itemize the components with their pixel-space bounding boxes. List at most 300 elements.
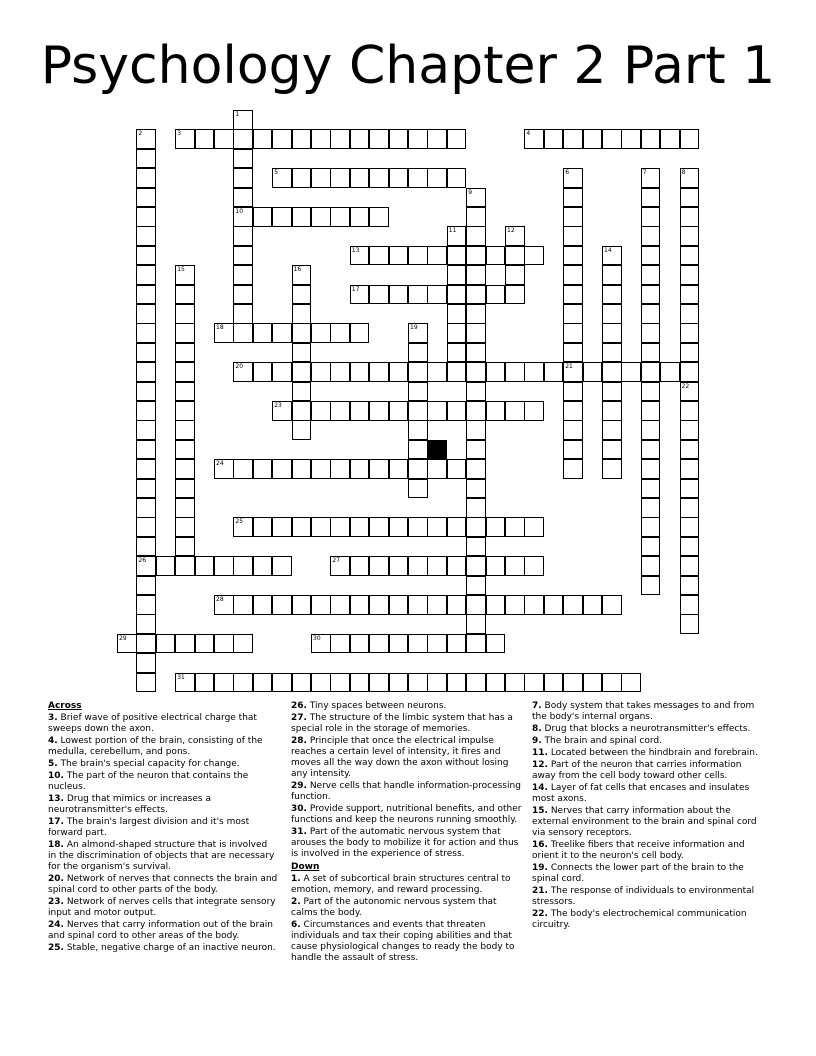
grid-cell[interactable] (389, 401, 409, 421)
grid-cell[interactable] (680, 595, 700, 615)
grid-cell[interactable] (466, 517, 486, 537)
grid-cell[interactable] (408, 634, 428, 654)
grid-cell[interactable] (447, 673, 467, 693)
grid-cell[interactable] (369, 168, 389, 188)
grid-cell[interactable] (214, 595, 234, 615)
grid-cell[interactable] (641, 285, 661, 305)
grid-cell[interactable] (641, 188, 661, 208)
grid-cell[interactable] (369, 556, 389, 576)
grid-cell[interactable] (641, 343, 661, 363)
grid-cell[interactable] (563, 382, 583, 402)
grid-cell[interactable] (621, 129, 641, 149)
grid-cell[interactable] (233, 595, 253, 615)
grid-cell[interactable] (680, 343, 700, 363)
grid-cell[interactable] (602, 285, 622, 305)
grid-cell[interactable] (466, 343, 486, 363)
grid-cell[interactable] (350, 634, 370, 654)
grid-cell[interactable] (408, 129, 428, 149)
grid-cell[interactable] (292, 343, 312, 363)
grid-cell[interactable] (311, 595, 331, 615)
grid-cell[interactable] (563, 459, 583, 479)
grid-cell[interactable] (466, 265, 486, 285)
grid-cell[interactable] (583, 129, 603, 149)
grid-cell[interactable] (389, 246, 409, 266)
grid-cell[interactable] (447, 323, 467, 343)
grid-cell[interactable] (311, 459, 331, 479)
grid-cell[interactable] (466, 246, 486, 266)
grid-cell[interactable] (466, 537, 486, 557)
grid-cell[interactable] (292, 362, 312, 382)
grid-cell[interactable] (233, 168, 253, 188)
grid-cell[interactable] (680, 168, 700, 188)
grid-cell[interactable] (330, 673, 350, 693)
grid-cell[interactable] (602, 323, 622, 343)
grid-cell[interactable] (136, 382, 156, 402)
grid-cell[interactable] (272, 207, 292, 227)
grid-cell[interactable] (233, 556, 253, 576)
grid-cell[interactable] (292, 207, 312, 227)
grid-cell[interactable] (195, 634, 215, 654)
grid-cell[interactable] (563, 420, 583, 440)
grid-cell[interactable] (175, 459, 195, 479)
grid-cell[interactable] (253, 129, 273, 149)
grid-cell[interactable] (350, 246, 370, 266)
grid-cell[interactable] (505, 517, 525, 537)
grid-cell[interactable] (466, 226, 486, 246)
grid-cell[interactable] (563, 343, 583, 363)
grid-cell[interactable] (330, 459, 350, 479)
grid-cell[interactable] (136, 149, 156, 169)
grid-cell[interactable] (427, 129, 447, 149)
grid-cell[interactable] (330, 517, 350, 537)
grid-cell[interactable] (330, 401, 350, 421)
grid-cell[interactable] (350, 323, 370, 343)
grid-cell[interactable] (680, 537, 700, 557)
grid-cell[interactable] (563, 207, 583, 227)
grid-cell[interactable] (272, 556, 292, 576)
grid-cell[interactable] (427, 595, 447, 615)
grid-cell[interactable] (350, 556, 370, 576)
grid-cell[interactable] (447, 401, 467, 421)
grid-cell[interactable] (330, 207, 350, 227)
grid-cell[interactable] (641, 226, 661, 246)
grid-cell[interactable] (621, 673, 641, 693)
grid-cell[interactable] (602, 459, 622, 479)
grid-cell[interactable] (175, 498, 195, 518)
grid-cell[interactable] (641, 517, 661, 537)
grid-cell[interactable] (369, 362, 389, 382)
grid-cell[interactable] (175, 304, 195, 324)
grid-cell[interactable] (427, 285, 447, 305)
grid-cell[interactable] (330, 595, 350, 615)
grid-cell[interactable] (680, 401, 700, 421)
grid-cell[interactable] (505, 226, 525, 246)
grid-cell[interactable] (602, 304, 622, 324)
grid-cell[interactable] (369, 634, 389, 654)
grid-cell[interactable] (350, 401, 370, 421)
grid-cell[interactable] (641, 168, 661, 188)
grid-cell[interactable] (311, 168, 331, 188)
grid-cell[interactable] (136, 129, 156, 149)
grid-cell[interactable] (233, 110, 253, 130)
grid-cell[interactable] (233, 304, 253, 324)
grid-cell[interactable] (136, 226, 156, 246)
grid-cell[interactable] (466, 614, 486, 634)
grid-cell[interactable] (466, 323, 486, 343)
grid-cell[interactable] (136, 285, 156, 305)
grid-cell[interactable] (389, 634, 409, 654)
grid-cell[interactable] (369, 401, 389, 421)
grid-cell[interactable] (641, 498, 661, 518)
grid-cell[interactable] (466, 304, 486, 324)
grid-cell[interactable] (233, 362, 253, 382)
grid-cell[interactable] (195, 556, 215, 576)
grid-cell[interactable] (641, 246, 661, 266)
grid-cell[interactable] (292, 673, 312, 693)
grid-cell[interactable] (602, 595, 622, 615)
grid-cell[interactable] (505, 285, 525, 305)
grid-cell[interactable] (272, 401, 292, 421)
grid-cell[interactable] (486, 634, 506, 654)
grid-cell[interactable] (680, 576, 700, 596)
grid-cell[interactable] (680, 517, 700, 537)
grid-cell[interactable] (253, 595, 273, 615)
grid-cell[interactable] (136, 440, 156, 460)
grid-cell[interactable] (680, 304, 700, 324)
grid-cell[interactable] (292, 517, 312, 537)
grid-cell[interactable] (233, 149, 253, 169)
grid-cell[interactable] (524, 246, 544, 266)
grid-cell[interactable] (136, 634, 156, 654)
grid-cell[interactable] (447, 459, 467, 479)
grid-cell[interactable] (175, 440, 195, 460)
grid-cell[interactable] (272, 323, 292, 343)
grid-cell[interactable] (447, 517, 467, 537)
grid-cell[interactable] (602, 343, 622, 363)
grid-cell[interactable] (233, 285, 253, 305)
grid-cell[interactable] (136, 517, 156, 537)
grid-cell[interactable] (272, 129, 292, 149)
grid-cell[interactable] (408, 246, 428, 266)
grid-cell[interactable] (389, 362, 409, 382)
grid-cell[interactable] (272, 595, 292, 615)
grid-cell[interactable] (272, 459, 292, 479)
grid-cell[interactable] (136, 459, 156, 479)
grid-cell[interactable] (214, 673, 234, 693)
grid-cell[interactable] (175, 401, 195, 421)
grid-cell[interactable] (408, 343, 428, 363)
grid-cell[interactable] (330, 362, 350, 382)
grid-cell[interactable] (563, 440, 583, 460)
grid-cell[interactable] (175, 634, 195, 654)
grid-cell[interactable] (563, 362, 583, 382)
grid-cell[interactable] (563, 168, 583, 188)
grid-cell[interactable] (350, 129, 370, 149)
grid-cell[interactable] (350, 517, 370, 537)
grid-cell[interactable] (311, 129, 331, 149)
grid-cell[interactable] (233, 226, 253, 246)
grid-cell[interactable] (447, 595, 467, 615)
grid-cell[interactable] (466, 188, 486, 208)
grid-cell[interactable] (466, 382, 486, 402)
grid-cell[interactable] (427, 459, 447, 479)
grid-cell[interactable] (330, 168, 350, 188)
grid-cell[interactable] (680, 556, 700, 576)
grid-cell[interactable] (447, 265, 467, 285)
grid-cell[interactable] (466, 459, 486, 479)
grid-cell[interactable] (311, 207, 331, 227)
grid-cell[interactable] (233, 673, 253, 693)
grid-cell[interactable] (369, 673, 389, 693)
grid-cell[interactable] (447, 556, 467, 576)
grid-cell[interactable] (292, 382, 312, 402)
grid-cell[interactable] (641, 537, 661, 557)
grid-cell[interactable] (486, 285, 506, 305)
grid-cell[interactable] (233, 129, 253, 149)
grid-cell[interactable] (311, 517, 331, 537)
grid-cell[interactable] (136, 188, 156, 208)
grid-cell[interactable] (427, 362, 447, 382)
grid-cell[interactable] (641, 362, 661, 382)
grid-cell[interactable] (602, 440, 622, 460)
grid-cell[interactable] (447, 168, 467, 188)
grid-cell[interactable] (136, 595, 156, 615)
grid-cell[interactable] (233, 207, 253, 227)
grid-cell[interactable] (641, 440, 661, 460)
grid-cell[interactable] (389, 595, 409, 615)
grid-cell[interactable] (272, 673, 292, 693)
grid-cell[interactable] (466, 595, 486, 615)
grid-cell[interactable] (427, 634, 447, 654)
grid-cell[interactable] (466, 673, 486, 693)
grid-cell[interactable] (544, 129, 564, 149)
grid-cell[interactable] (486, 246, 506, 266)
grid-cell[interactable] (136, 614, 156, 634)
grid-cell[interactable] (350, 459, 370, 479)
grid-cell[interactable] (350, 362, 370, 382)
grid-cell[interactable] (680, 479, 700, 499)
grid-cell[interactable] (253, 673, 273, 693)
grid-cell[interactable] (680, 265, 700, 285)
grid-cell[interactable] (408, 401, 428, 421)
grid-cell[interactable] (563, 265, 583, 285)
grid-cell[interactable] (641, 323, 661, 343)
grid-cell[interactable] (350, 285, 370, 305)
grid-cell[interactable] (292, 401, 312, 421)
grid-cell[interactable] (175, 265, 195, 285)
grid-cell[interactable] (136, 498, 156, 518)
grid-cell[interactable] (233, 323, 253, 343)
grid-cell[interactable] (214, 556, 234, 576)
grid-cell[interactable] (427, 556, 447, 576)
grid-cell[interactable] (389, 673, 409, 693)
grid-cell[interactable] (389, 517, 409, 537)
grid-cell[interactable] (524, 517, 544, 537)
grid-cell[interactable] (389, 129, 409, 149)
grid-cell[interactable] (253, 362, 273, 382)
grid-cell[interactable] (136, 168, 156, 188)
grid-cell[interactable] (408, 556, 428, 576)
grid-cell[interactable] (602, 129, 622, 149)
grid-cell[interactable] (466, 556, 486, 576)
grid-cell[interactable] (408, 362, 428, 382)
grid-cell[interactable] (175, 343, 195, 363)
grid-cell[interactable] (175, 420, 195, 440)
grid-cell[interactable] (641, 420, 661, 440)
grid-cell[interactable] (175, 556, 195, 576)
grid-cell[interactable] (486, 401, 506, 421)
grid-cell[interactable] (175, 323, 195, 343)
grid-cell[interactable] (311, 634, 331, 654)
grid-cell[interactable] (641, 382, 661, 402)
grid-cell[interactable] (563, 246, 583, 266)
grid-cell[interactable] (214, 323, 234, 343)
grid-cell[interactable] (621, 362, 641, 382)
grid-cell[interactable] (175, 517, 195, 537)
grid-cell[interactable] (389, 556, 409, 576)
grid-cell[interactable] (680, 440, 700, 460)
grid-cell[interactable] (466, 420, 486, 440)
grid-cell[interactable] (253, 459, 273, 479)
grid-cell[interactable] (253, 517, 273, 537)
grid-cell[interactable] (505, 265, 525, 285)
grid-cell[interactable] (680, 188, 700, 208)
grid-cell[interactable] (641, 401, 661, 421)
grid-cell[interactable] (233, 265, 253, 285)
grid-cell[interactable] (272, 517, 292, 537)
grid-cell[interactable] (136, 479, 156, 499)
grid-cell[interactable] (641, 265, 661, 285)
grid-cell[interactable] (369, 129, 389, 149)
grid-cell[interactable] (505, 556, 525, 576)
grid-cell[interactable] (253, 207, 273, 227)
grid-cell[interactable] (292, 285, 312, 305)
grid-cell[interactable] (680, 129, 700, 149)
grid-cell[interactable] (233, 459, 253, 479)
grid-cell[interactable] (602, 382, 622, 402)
grid-cell[interactable] (330, 129, 350, 149)
grid-cell[interactable] (602, 401, 622, 421)
grid-cell[interactable] (505, 246, 525, 266)
grid-cell[interactable] (641, 479, 661, 499)
grid-cell[interactable] (563, 673, 583, 693)
grid-cell[interactable] (175, 673, 195, 693)
grid-cell[interactable] (350, 168, 370, 188)
grid-cell[interactable] (466, 440, 486, 460)
grid-cell[interactable] (136, 537, 156, 557)
grid-cell[interactable] (602, 265, 622, 285)
grid-cell[interactable] (680, 226, 700, 246)
grid-cell[interactable] (466, 498, 486, 518)
grid-cell[interactable] (408, 479, 428, 499)
grid-cell[interactable] (660, 129, 680, 149)
grid-cell[interactable] (447, 304, 467, 324)
grid-cell[interactable] (311, 401, 331, 421)
grid-cell[interactable] (175, 285, 195, 305)
grid-cell[interactable] (447, 362, 467, 382)
grid-cell[interactable] (136, 265, 156, 285)
grid-cell[interactable] (447, 285, 467, 305)
grid-cell[interactable] (544, 673, 564, 693)
grid-cell[interactable] (544, 595, 564, 615)
grid-cell[interactable] (408, 323, 428, 343)
grid-cell[interactable] (524, 595, 544, 615)
grid-cell[interactable] (369, 595, 389, 615)
grid-cell[interactable] (408, 382, 428, 402)
grid-cell[interactable] (563, 188, 583, 208)
grid-cell[interactable] (369, 517, 389, 537)
grid-cell[interactable] (350, 207, 370, 227)
grid-cell[interactable] (447, 634, 467, 654)
grid-cell[interactable] (408, 168, 428, 188)
grid-cell[interactable] (408, 440, 428, 460)
grid-cell[interactable] (641, 207, 661, 227)
grid-cell[interactable] (583, 595, 603, 615)
grid-cell[interactable] (175, 382, 195, 402)
grid-cell[interactable] (583, 362, 603, 382)
grid-cell[interactable] (389, 285, 409, 305)
grid-cell[interactable] (602, 362, 622, 382)
grid-cell[interactable] (466, 479, 486, 499)
grid-cell[interactable] (563, 129, 583, 149)
grid-cell[interactable] (311, 673, 331, 693)
grid-cell[interactable] (136, 362, 156, 382)
grid-cell[interactable] (408, 673, 428, 693)
grid-cell[interactable] (486, 362, 506, 382)
grid-cell[interactable] (641, 304, 661, 324)
grid-cell[interactable] (253, 556, 273, 576)
grid-cell[interactable] (427, 517, 447, 537)
grid-cell[interactable] (660, 362, 680, 382)
grid-cell[interactable] (136, 343, 156, 363)
grid-cell[interactable] (447, 129, 467, 149)
grid-cell[interactable] (680, 382, 700, 402)
grid-cell[interactable] (214, 634, 234, 654)
grid-cell[interactable] (563, 595, 583, 615)
grid-cell[interactable] (641, 556, 661, 576)
grid-cell[interactable] (563, 226, 583, 246)
grid-cell[interactable] (175, 537, 195, 557)
grid-cell[interactable] (680, 246, 700, 266)
grid-cell[interactable] (408, 595, 428, 615)
grid-cell[interactable] (369, 207, 389, 227)
grid-cell[interactable] (330, 556, 350, 576)
grid-cell[interactable] (292, 265, 312, 285)
grid-cell[interactable] (389, 168, 409, 188)
grid-cell[interactable] (292, 595, 312, 615)
grid-cell[interactable] (136, 673, 156, 693)
grid-cell[interactable] (486, 673, 506, 693)
grid-cell[interactable] (486, 517, 506, 537)
grid-cell[interactable] (680, 420, 700, 440)
grid-cell[interactable] (427, 168, 447, 188)
grid-cell[interactable] (680, 207, 700, 227)
grid-cell[interactable] (292, 420, 312, 440)
grid-cell[interactable] (427, 246, 447, 266)
grid-cell[interactable] (272, 168, 292, 188)
grid-cell[interactable] (408, 420, 428, 440)
grid-cell[interactable] (117, 634, 137, 654)
grid-cell[interactable] (524, 673, 544, 693)
grid-cell[interactable] (427, 673, 447, 693)
grid-cell[interactable] (563, 285, 583, 305)
grid-cell[interactable] (136, 420, 156, 440)
grid-cell[interactable] (369, 246, 389, 266)
grid-cell[interactable] (524, 362, 544, 382)
grid-cell[interactable] (447, 343, 467, 363)
grid-cell[interactable] (466, 207, 486, 227)
grid-cell[interactable] (311, 362, 331, 382)
